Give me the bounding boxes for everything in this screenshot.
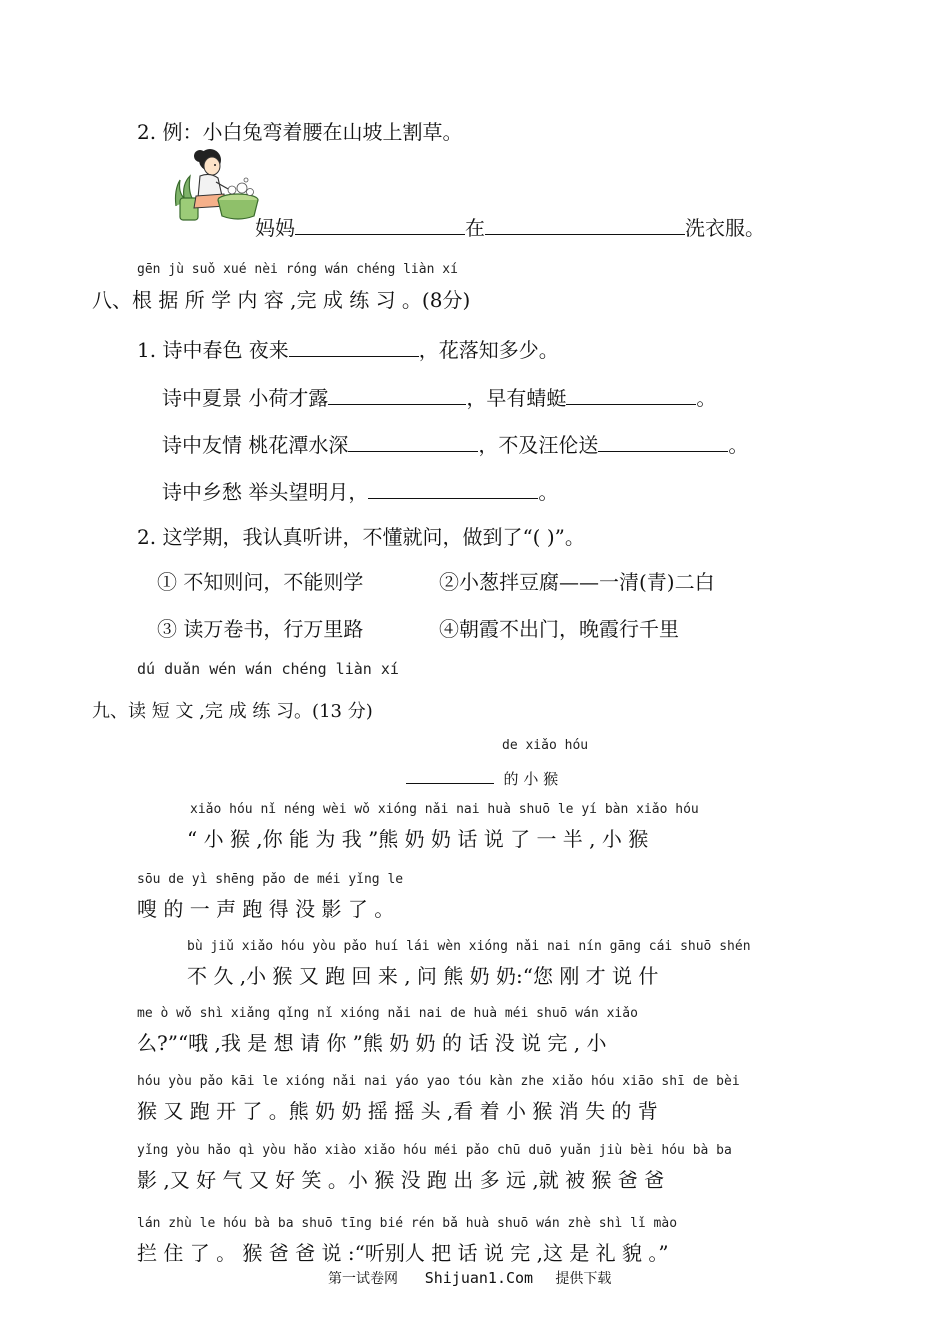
poem-line-homesick-suffix: 。 — [538, 480, 559, 504]
story-line-4-pinyin: me ò wǒ shì xiǎng qǐng nǐ xióng nǎi nai de huà méi shuō wán xiǎo — [137, 1006, 638, 1021]
poem-line-spring-prefix: 1. 诗中春色 夜来 — [137, 338, 289, 362]
blank-summer-2[interactable] — [566, 386, 696, 405]
section-9-title: 九、读 短 文 ,完 成 练 习。(13 分) — [92, 701, 373, 722]
story-line-1: “ 小 猴 ,你 能 为 我 ”熊 奶 奶 话 说 了 一 半 , 小 猴 — [187, 827, 649, 851]
story-line-2-pinyin: sōu de yì shēng pǎo de méi yǐng le — [137, 872, 404, 887]
poem-line-friendship-prefix: 诗中友情 桃花潭水深 — [162, 433, 349, 457]
blank-friendship-2[interactable] — [598, 433, 728, 452]
poem-line-spring — [137, 334, 559, 363]
blank-friendship-1[interactable] — [348, 433, 478, 452]
section-9-pinyin: dú duǎn wén wán chéng liàn xí — [137, 660, 399, 678]
story-title-text: 的 小 猴 — [503, 770, 559, 788]
blank-spring[interactable] — [289, 338, 419, 357]
blank-homesick[interactable] — [368, 480, 538, 499]
option-2[interactable]: ②小葱拌豆腐——一清(青)二白 — [439, 570, 715, 594]
fill-in-sentence — [255, 212, 765, 241]
blank-summer-1[interactable] — [328, 386, 466, 405]
story-line-7: 拦 住 了 。 猴 爸 爸 说 :“听别人 把 话 说 完 ,这 是 礼 貌 。” — [137, 1241, 669, 1265]
poem-line-spring-suffix: ，花落知多少。 — [418, 338, 559, 362]
story-line-3-pinyin: bù jiǔ xiǎo hóu yòu pǎo huí lái wèn xióng nǎi nai nín gāng cái shuō shén — [187, 939, 751, 954]
example-sentence: 2. 例：小白兔弯着腰在山坡上割草。 — [137, 120, 463, 144]
footer-site[interactable]: Shijuan1.Com — [424, 1269, 534, 1287]
poem-line-summer — [162, 382, 716, 411]
section-8-pinyin: gēn jù suǒ xué nèi róng wán chéng liàn xí — [137, 262, 458, 277]
story-line-3: 不 久 ,小 猴 又 跑 回 来 , 问 熊 奶 奶:“您 刚 才 说 什 — [187, 964, 659, 988]
poem-line-summer-middle: ，早有蜻蜓 — [466, 386, 567, 410]
story-line-5-pinyin: hóu yòu pǎo kāi le xióng nǎi nai yáo yao tóu kàn zhe xiǎo hóu xiāo shī de bèi — [137, 1074, 740, 1089]
question-8-2: 2. 这学期，我认真听讲，不懂就问，做到了“( )”。 — [137, 525, 585, 549]
poem-line-friendship-middle: ，不及汪伦送 — [478, 433, 599, 457]
poem-line-homesick — [162, 476, 558, 505]
poem-line-homesick-prefix: 诗中乡愁 举头望明月， — [162, 480, 369, 504]
option-3[interactable]: ③ 读万卷书，行万里路 — [157, 617, 364, 641]
option-1[interactable]: ① 不知则问，不能则学 — [157, 570, 364, 594]
poem-line-friendship — [162, 429, 748, 458]
story-title — [406, 768, 558, 789]
blank-2[interactable] — [485, 216, 685, 235]
story-line-1-pinyin: xiǎo hóu nǐ néng wèi wǒ xióng nǎi nai huà shuō le yí bàn xiǎo hóu — [190, 802, 699, 817]
poem-line-summer-suffix: 。 — [696, 386, 717, 410]
story-line-2: 嗖 的 一 声 跑 得 没 影 了 。 — [137, 897, 395, 921]
story-line-4: 么?”“哦 ,我 是 想 请 你 ”熊 奶 奶 的 话 没 说 完 , 小 — [137, 1031, 607, 1055]
option-4[interactable]: ④朝霞不出门，晚霞行千里 — [439, 617, 679, 641]
story-line-6-pinyin: yǐng yòu hǎo qì yòu hǎo xiào xiǎo hóu méi pǎo chū duō yuǎn jiù bèi hóu bà ba — [137, 1143, 732, 1158]
blank-1[interactable] — [295, 216, 465, 235]
poem-line-friendship-suffix: 。 — [728, 433, 749, 457]
subject-text: 妈妈 — [255, 216, 295, 240]
girl-washing-clothes-icon — [172, 146, 262, 224]
section-8-title: 八、根 据 所 学 内 容 ,完 成 练 习 。(8分) — [92, 288, 471, 312]
story-line-6: 影 ,又 好 气 又 好 笑 。小 猴 没 跑 出 多 远 ,就 被 猴 爸 爸 — [137, 1168, 665, 1192]
story-line-7-pinyin: lán zhù le hóu bà ba shuō tīng bié rén bǎ huà shuō wán zhè shì lǐ mào — [137, 1216, 678, 1231]
footer-left: 第一试卷网 — [328, 1271, 398, 1287]
story-title-pinyin: de xiǎo hóu — [502, 738, 589, 753]
story-line-5: 猴 又 跑 开 了 。熊 奶 奶 摇 摇 头 ,看 着 小 猴 消 失 的 背 — [137, 1099, 658, 1123]
poem-line-summer-prefix: 诗中夏景 小荷才露 — [162, 386, 329, 410]
ending-text: 洗衣服。 — [685, 216, 765, 240]
footer — [328, 1268, 611, 1288]
story-title-blank[interactable] — [406, 769, 494, 784]
zai-text: 在 — [465, 216, 485, 240]
footer-right: 提供下载 — [555, 1271, 612, 1287]
